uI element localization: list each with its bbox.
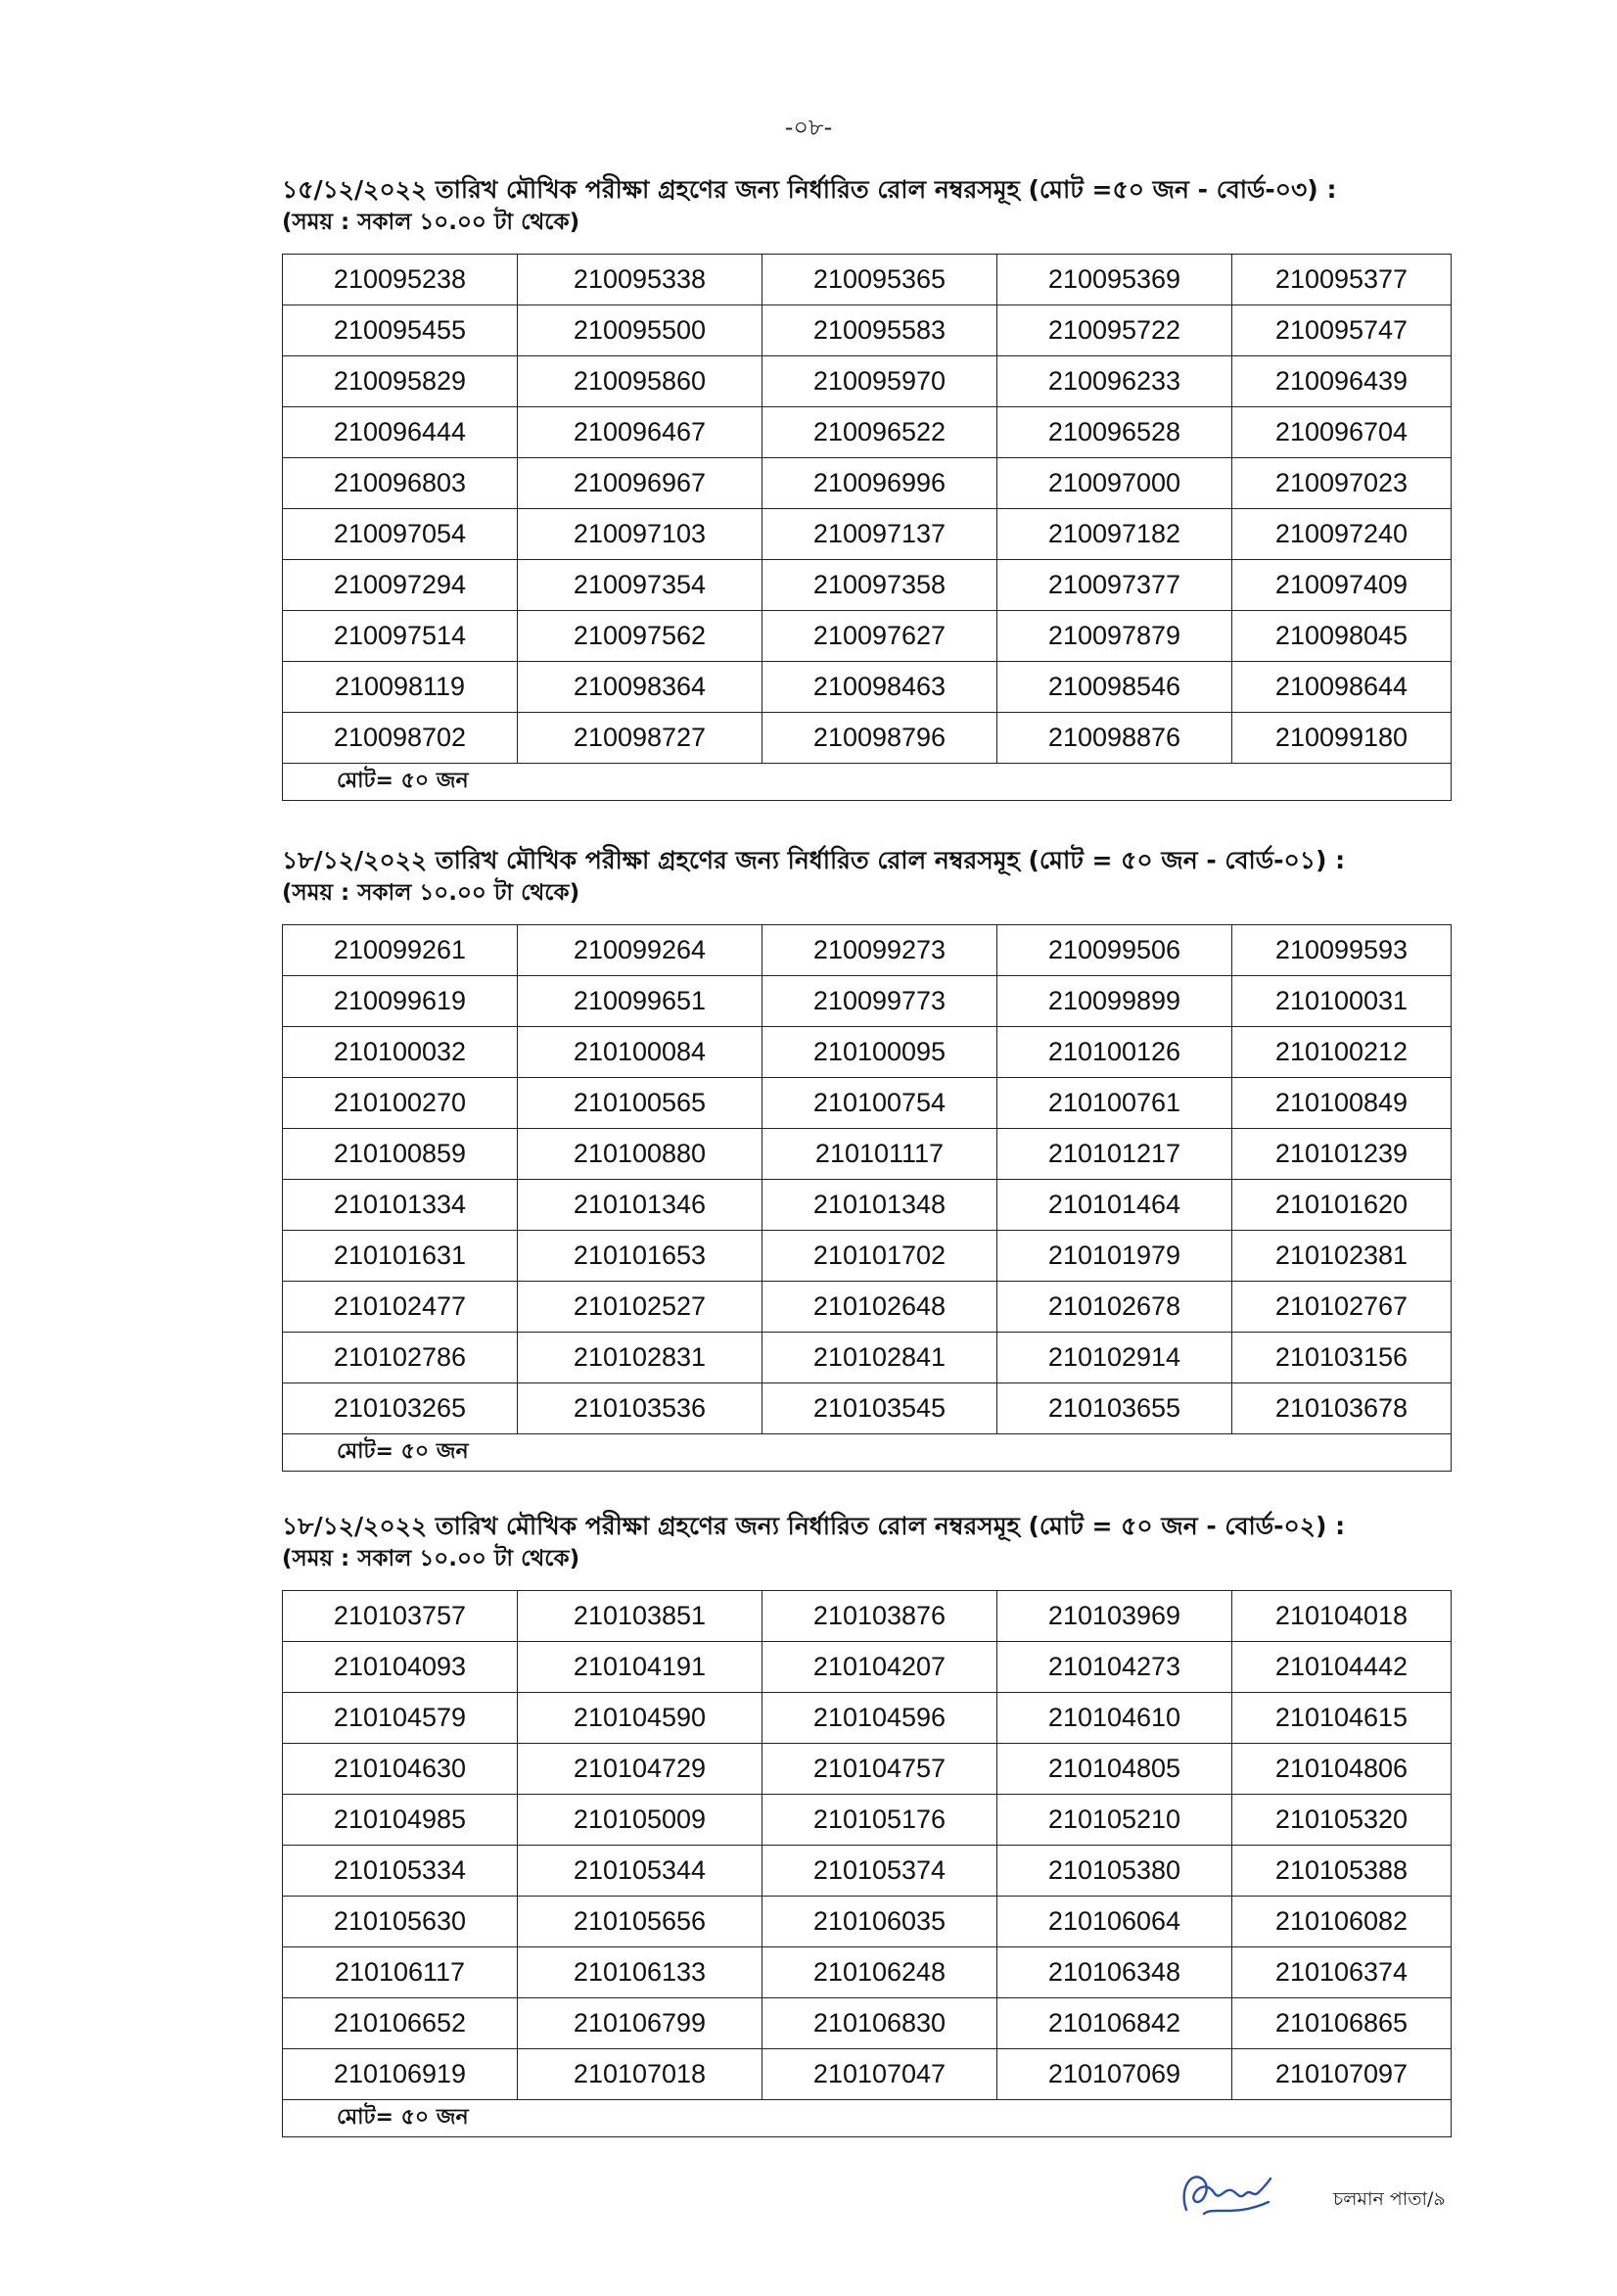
roll-number-cell: 210099651 xyxy=(518,976,762,1027)
roll-number-cell: 210099264 xyxy=(518,925,762,976)
roll-number-cell: 210107097 xyxy=(1232,2049,1452,2100)
roll-number-cell: 210102831 xyxy=(518,1333,762,1383)
roll-number-cell: 210100761 xyxy=(997,1078,1232,1129)
table-row xyxy=(283,1897,1452,1947)
roll-number-cell: 210099899 xyxy=(997,976,1232,1027)
roll-number-cell: 210101653 xyxy=(518,1231,762,1282)
table-row xyxy=(283,976,1452,1027)
roll-number-cell: 210097879 xyxy=(997,611,1232,662)
roll-number-cell: 210096444 xyxy=(283,407,518,458)
roll-number-cell: 210105344 xyxy=(518,1846,762,1897)
roll-number-cell: 210100859 xyxy=(283,1129,518,1180)
signature xyxy=(1175,2159,1282,2231)
roll-number-cell: 210097103 xyxy=(518,509,762,560)
roll-number-cell: 210100880 xyxy=(518,1129,762,1180)
roll-number-cell: 210105320 xyxy=(1232,1795,1452,1846)
section-heading: ১৮/১২/২০২২ তারিখ মৌখিক পরীক্ষা গ্রহণের জন্য নির্ধারিত রোল নম্বরসমূহ (মোট = ৫০ জন - বোর্ড-০১) : xyxy=(282,846,1346,874)
roll-number-cell: 210104093 xyxy=(283,1642,518,1693)
roll-number-cell: 210096704 xyxy=(1232,407,1452,458)
roll-number-cell: 210103969 xyxy=(997,1591,1232,1642)
roll-number-cell: 210098796 xyxy=(762,713,997,764)
roll-number-cell: 210104806 xyxy=(1232,1744,1452,1795)
roll-number-cell: 210105176 xyxy=(762,1795,997,1846)
table-row xyxy=(283,1129,1452,1180)
roll-table xyxy=(282,924,1452,1472)
roll-number-cell: 210104442 xyxy=(1232,1642,1452,1693)
roll-number-cell: 210097514 xyxy=(283,611,518,662)
roll-number-cell: 210106348 xyxy=(997,1947,1232,1998)
roll-number-cell: 210101217 xyxy=(997,1129,1232,1180)
roll-number-cell: 210100754 xyxy=(762,1078,997,1129)
roll-number-cell: 210096528 xyxy=(997,407,1232,458)
roll-number-cell: 210100126 xyxy=(997,1027,1232,1078)
table-row xyxy=(283,1333,1452,1383)
roll-number-cell: 210097137 xyxy=(762,509,997,560)
roll-number-cell: 210098119 xyxy=(283,662,518,713)
roll-number-cell: 210098644 xyxy=(1232,662,1452,713)
roll-number-cell: 210105630 xyxy=(283,1897,518,1947)
roll-number-cell: 210103757 xyxy=(283,1591,518,1642)
table-row xyxy=(283,2049,1452,2100)
roll-number-cell: 210105210 xyxy=(997,1795,1232,1846)
roll-number-cell: 210104630 xyxy=(283,1744,518,1795)
table-row xyxy=(283,1180,1452,1231)
roll-number-cell: 210099261 xyxy=(283,925,518,976)
roll-number-cell: 210102477 xyxy=(283,1282,518,1333)
table-row xyxy=(283,1027,1452,1078)
roll-number-cell: 210101620 xyxy=(1232,1180,1452,1231)
roll-number-cell: 210106248 xyxy=(762,1947,997,1998)
roll-number-cell: 210095860 xyxy=(518,356,762,407)
roll-number-cell: 210104757 xyxy=(762,1744,997,1795)
total-count: মোট= ৫০ জন xyxy=(283,764,1452,801)
table-row xyxy=(283,255,1452,305)
roll-number-cell: 210095369 xyxy=(997,255,1232,305)
roll-number-cell: 210098364 xyxy=(518,662,762,713)
roll-number-cell: 210104273 xyxy=(997,1642,1232,1693)
roll-number-cell: 210106919 xyxy=(283,2049,518,2100)
roll-number-cell: 210106082 xyxy=(1232,1897,1452,1947)
roll-number-cell: 210097358 xyxy=(762,560,997,611)
roll-number-cell: 210103156 xyxy=(1232,1333,1452,1383)
roll-number-cell: 210100031 xyxy=(1232,976,1452,1027)
table-row xyxy=(283,1231,1452,1282)
roll-number-cell: 210095829 xyxy=(283,356,518,407)
roll-number-cell: 210095500 xyxy=(518,305,762,356)
roll-number-cell: 210104596 xyxy=(762,1693,997,1744)
roll-number-cell: 210096522 xyxy=(762,407,997,458)
roll-number-cell: 210101979 xyxy=(997,1231,1232,1282)
table-row xyxy=(283,407,1452,458)
roll-number-cell: 210100270 xyxy=(283,1078,518,1129)
roll-number-cell: 210099773 xyxy=(762,976,997,1027)
roll-number-cell: 210104610 xyxy=(997,1693,1232,1744)
table-row xyxy=(283,1998,1452,2049)
roll-number-cell: 210097023 xyxy=(1232,458,1452,509)
roll-number-cell: 210096439 xyxy=(1232,356,1452,407)
table-row xyxy=(283,611,1452,662)
roll-number-cell: 210106035 xyxy=(762,1897,997,1947)
roll-number-cell: 210104207 xyxy=(762,1642,997,1693)
roll-number-cell: 210103876 xyxy=(762,1591,997,1642)
roll-number-cell: 210095238 xyxy=(283,255,518,305)
roll-number-cell: 210100095 xyxy=(762,1027,997,1078)
roll-number-cell: 210097377 xyxy=(997,560,1232,611)
table-row xyxy=(283,356,1452,407)
table-row xyxy=(283,713,1452,764)
roll-number-cell: 210098463 xyxy=(762,662,997,713)
roll-number-cell: 210099180 xyxy=(1232,713,1452,764)
roll-number-cell: 210105009 xyxy=(518,1795,762,1846)
roll-number-cell: 210099619 xyxy=(283,976,518,1027)
roll-number-cell: 210101334 xyxy=(283,1180,518,1231)
roll-number-cell: 210104615 xyxy=(1232,1693,1452,1744)
roll-number-cell: 210100212 xyxy=(1232,1027,1452,1078)
section-heading: ১৮/১২/২০২২ তারিখ মৌখিক পরীক্ষা গ্রহণের জন্য নির্ধারিত রোল নম্বরসমূহ (মোট = ৫০ জন - বোর্ড-০২) : xyxy=(282,1512,1346,1540)
roll-table xyxy=(282,254,1452,801)
roll-number-cell: 210102841 xyxy=(762,1333,997,1383)
roll-number-cell: 210107047 xyxy=(762,2049,997,2100)
roll-number-cell: 210095970 xyxy=(762,356,997,407)
roll-number-cell: 210101117 xyxy=(762,1129,997,1180)
roll-number-cell: 210102648 xyxy=(762,1282,997,1333)
roll-number-cell: 210104590 xyxy=(518,1693,762,1744)
page-number: -০৮- xyxy=(784,114,833,141)
table-row xyxy=(283,509,1452,560)
roll-number-cell: 210104191 xyxy=(518,1642,762,1693)
roll-number-cell: 210097294 xyxy=(283,560,518,611)
roll-number-cell: 210098702 xyxy=(283,713,518,764)
roll-number-cell: 210095455 xyxy=(283,305,518,356)
table-row xyxy=(283,305,1452,356)
roll-number-cell: 210101346 xyxy=(518,1180,762,1231)
roll-number-cell: 210101702 xyxy=(762,1231,997,1282)
roll-number-cell: 210097182 xyxy=(997,509,1232,560)
section-board-03 xyxy=(282,173,1451,801)
roll-number-cell: 210104985 xyxy=(283,1795,518,1846)
roll-number-cell: 210103536 xyxy=(518,1383,762,1434)
total-count: মোট= ৫০ জন xyxy=(283,2100,1452,2137)
total-row xyxy=(283,2100,1452,2137)
table-row xyxy=(283,1383,1452,1434)
roll-number-cell: 210095377 xyxy=(1232,255,1452,305)
roll-number-cell: 210101348 xyxy=(762,1180,997,1231)
roll-number-cell: 210106117 xyxy=(283,1947,518,1998)
roll-table xyxy=(282,1590,1452,2137)
roll-number-cell: 210102767 xyxy=(1232,1282,1452,1333)
roll-number-cell: 210104805 xyxy=(997,1744,1232,1795)
section-board-02 xyxy=(282,1510,1451,2137)
roll-number-cell: 210105374 xyxy=(762,1846,997,1897)
roll-number-cell: 210101464 xyxy=(997,1180,1232,1231)
roll-number-cell: 210104018 xyxy=(1232,1591,1452,1642)
roll-number-cell: 210107069 xyxy=(997,2049,1232,2100)
roll-number-cell: 210102678 xyxy=(997,1282,1232,1333)
table-row xyxy=(283,1846,1452,1897)
continued-page-note: চলমান পাতা/৯ xyxy=(1333,2188,1446,2210)
roll-number-cell: 210097354 xyxy=(518,560,762,611)
table-row xyxy=(283,925,1452,976)
roll-number-cell: 210097000 xyxy=(997,458,1232,509)
roll-number-cell: 210106374 xyxy=(1232,1947,1452,1998)
table-row xyxy=(283,1947,1452,1998)
roll-number-cell: 210096967 xyxy=(518,458,762,509)
roll-number-cell: 210097627 xyxy=(762,611,997,662)
roll-number-cell: 210098045 xyxy=(1232,611,1452,662)
roll-number-cell: 210096996 xyxy=(762,458,997,509)
roll-number-cell: 210105380 xyxy=(997,1846,1232,1897)
roll-number-cell: 210105388 xyxy=(1232,1846,1452,1897)
table-row xyxy=(283,1282,1452,1333)
roll-number-cell: 210106064 xyxy=(997,1897,1232,1947)
table-row xyxy=(283,1078,1452,1129)
roll-number-cell: 210107018 xyxy=(518,2049,762,2100)
roll-number-cell: 210096233 xyxy=(997,356,1232,407)
roll-number-cell: 210097054 xyxy=(283,509,518,560)
roll-number-cell: 210103655 xyxy=(997,1383,1232,1434)
roll-number-cell: 210102527 xyxy=(518,1282,762,1333)
roll-number-cell: 210106652 xyxy=(283,1998,518,2049)
section-time: (সময় : সকাল ১০.০০ টা থেকে) xyxy=(282,880,580,906)
roll-number-cell: 210097240 xyxy=(1232,509,1452,560)
roll-number-cell: 210098546 xyxy=(997,662,1232,713)
section-heading: ১৫/১২/২০২২ তারিখ মৌখিক পরীক্ষা গ্রহণের জন্য নির্ধারিত রোল নম্বরসমূহ (মোট =৫০ জন - বোর্ড-০৩) : xyxy=(282,175,1337,204)
roll-number-cell: 210104579 xyxy=(283,1693,518,1744)
roll-number-cell: 210105656 xyxy=(518,1897,762,1947)
roll-number-cell: 210098727 xyxy=(518,713,762,764)
table-row xyxy=(283,458,1452,509)
section-board-01 xyxy=(282,844,1451,1472)
table-row xyxy=(283,1642,1452,1693)
roll-number-cell: 210106830 xyxy=(762,1998,997,2049)
table-row xyxy=(283,1591,1452,1642)
roll-number-cell: 210105334 xyxy=(283,1846,518,1897)
roll-number-cell: 210097562 xyxy=(518,611,762,662)
roll-number-cell: 210095365 xyxy=(762,255,997,305)
roll-number-cell: 210101239 xyxy=(1232,1129,1452,1180)
table-row xyxy=(283,662,1452,713)
roll-number-cell: 210106799 xyxy=(518,1998,762,2049)
section-time: (সময় : সকাল ১০.০০ টা থেকে) xyxy=(282,1546,580,1571)
roll-number-cell: 210100849 xyxy=(1232,1078,1452,1129)
table-row xyxy=(283,1693,1452,1744)
roll-number-cell: 210106133 xyxy=(518,1947,762,1998)
roll-number-cell: 210102786 xyxy=(283,1333,518,1383)
roll-number-cell: 210099273 xyxy=(762,925,997,976)
roll-number-cell: 210095747 xyxy=(1232,305,1452,356)
roll-number-cell: 210095583 xyxy=(762,305,997,356)
table-row xyxy=(283,1795,1452,1846)
roll-number-cell: 210100565 xyxy=(518,1078,762,1129)
roll-number-cell: 210100032 xyxy=(283,1027,518,1078)
roll-number-cell: 210096467 xyxy=(518,407,762,458)
roll-number-cell: 210100084 xyxy=(518,1027,762,1078)
roll-number-cell: 210096803 xyxy=(283,458,518,509)
roll-number-cell: 210103678 xyxy=(1232,1383,1452,1434)
roll-number-cell: 210098876 xyxy=(997,713,1232,764)
roll-number-cell: 210103545 xyxy=(762,1383,997,1434)
roll-number-cell: 210101631 xyxy=(283,1231,518,1282)
table-row xyxy=(283,1744,1452,1795)
total-row xyxy=(283,1434,1452,1472)
roll-number-cell: 210095722 xyxy=(997,305,1232,356)
roll-number-cell: 210099506 xyxy=(997,925,1232,976)
roll-number-cell: 210106842 xyxy=(997,1998,1232,2049)
table-row xyxy=(283,560,1452,611)
roll-number-cell: 210103265 xyxy=(283,1383,518,1434)
roll-number-cell: 210097409 xyxy=(1232,560,1452,611)
total-row xyxy=(283,764,1452,801)
roll-number-cell: 210103851 xyxy=(518,1591,762,1642)
roll-number-cell: 210104729 xyxy=(518,1744,762,1795)
roll-number-cell: 210102914 xyxy=(997,1333,1232,1383)
total-count: মোট= ৫০ জন xyxy=(283,1434,1452,1472)
roll-number-cell: 210106865 xyxy=(1232,1998,1452,2049)
roll-number-cell: 210102381 xyxy=(1232,1231,1452,1282)
roll-number-cell: 210099593 xyxy=(1232,925,1452,976)
section-time: (সময় : সকাল ১০.০০ টা থেকে) xyxy=(282,210,580,235)
roll-number-cell: 210095338 xyxy=(518,255,762,305)
